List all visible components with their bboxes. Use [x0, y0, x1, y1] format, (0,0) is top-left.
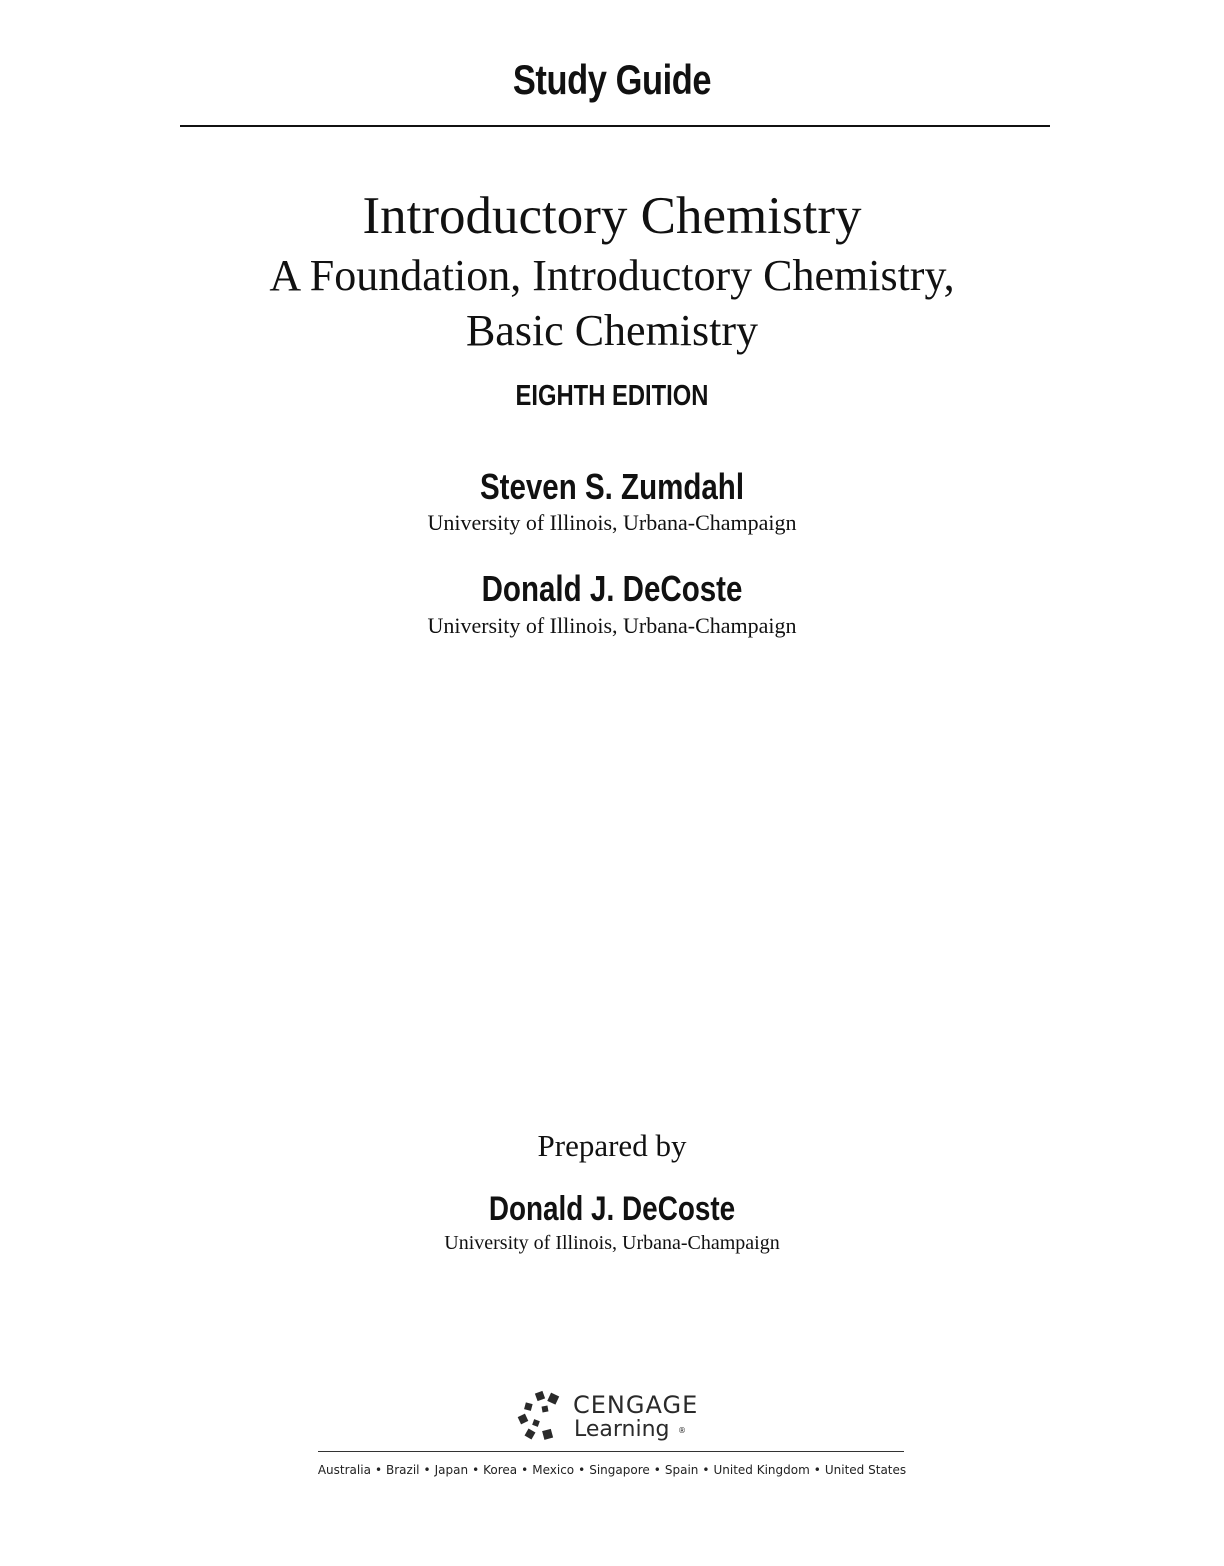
bottom-divider [318, 1451, 904, 1452]
location-separator: • [653, 1463, 661, 1477]
location-item: United Kingdom [713, 1463, 810, 1477]
location-separator: • [423, 1463, 431, 1477]
cengage-logo [516, 1390, 716, 1446]
location-item: Singapore [589, 1463, 650, 1477]
location-item: Japan [434, 1463, 469, 1477]
preparer-name: Donald J. DeCoste [488, 1190, 736, 1228]
logo-wordmark-learning: Learning [574, 1417, 670, 1442]
book-title: Introductory Chemistry [362, 187, 862, 245]
location-separator: • [374, 1463, 383, 1477]
location-item: United States [824, 1463, 907, 1477]
location-item: Australia [317, 1463, 371, 1477]
book-subtitle-line-1: A Foundation, Introductory Chemistry, [269, 251, 955, 300]
location-separator: • [578, 1463, 586, 1477]
book-subtitle-line-2: Basic Chemistry [465, 306, 759, 355]
location-item: Brazil [386, 1463, 420, 1477]
location-separator: • [521, 1463, 529, 1477]
trademark-symbol: ® [678, 1426, 686, 1435]
location-separator: • [472, 1463, 480, 1477]
location-item: Korea [483, 1463, 518, 1477]
author-name: Steven S. Zumdahl [479, 466, 745, 507]
study-guide-heading: Study Guide [512, 56, 712, 103]
location-item: Spain [664, 1463, 699, 1477]
location-item: Mexico [532, 1463, 575, 1477]
edition-label: EIGHTH EDITION [515, 380, 709, 412]
author-name: Donald J. DeCoste [481, 568, 743, 609]
cengage-logo-mark-icon [516, 1390, 568, 1442]
publisher-locations [0, 1463, 1224, 1477]
author-affiliation: University of Illinois, Urbana-Champaign [427, 613, 797, 638]
preparer-affiliation: University of Illinois, Urbana-Champaign [444, 1232, 780, 1254]
prepared-by-label: Prepared by [537, 1128, 687, 1163]
author-affiliation: University of Illinois, Urbana-Champaign [427, 510, 797, 535]
top-divider [180, 125, 1050, 127]
location-separator: • [702, 1463, 710, 1477]
location-separator: • [813, 1463, 821, 1477]
logo-wordmark-cengage: CENGAGE [573, 1391, 699, 1419]
